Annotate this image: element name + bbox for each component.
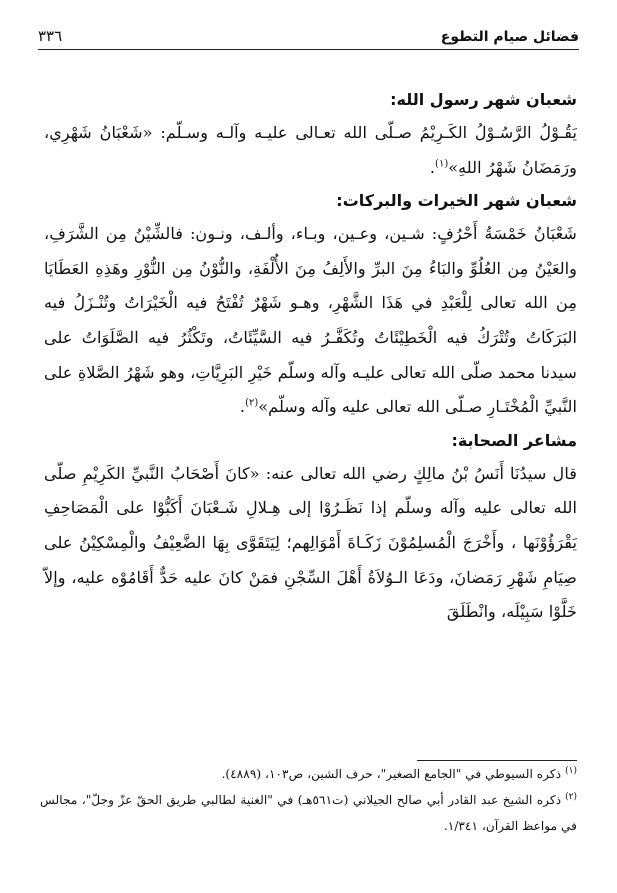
running-title: فضائل صيام التطوع bbox=[440, 29, 579, 45]
paragraph-text: يَقُـوْلُ الرَّسُـوْلُ الكَـرِيْمُ صـلّى الله تعـالى عليـه وآلـه وسـلّم: «شَعْبَانُ شَهْرِي، ورَمَضَانُ شَهْرُ اللهِ» bbox=[44, 123, 577, 177]
footnote bbox=[40, 761, 577, 787]
section-paragraph bbox=[44, 457, 577, 630]
section-paragraph bbox=[44, 116, 577, 185]
footnote-reference[interactable]: (١) bbox=[435, 158, 449, 170]
section-heading: مشاعر الصحابة: bbox=[451, 430, 577, 450]
main-text bbox=[44, 84, 577, 630]
section-paragraph bbox=[44, 217, 577, 425]
footnote-text: ذكره الشيخ عبد القادر أبي صالح الجيلاني (ت٥٦١هـ) في "الغنية لطالبي طريق الحقّ عزّ وجلّ"، مجالس في مواعظ القرآن، ١/٣٤١. bbox=[40, 793, 577, 833]
section-heading: شعبان شهر الخيرات والبركات: bbox=[336, 191, 577, 211]
paragraph-tail: . bbox=[429, 157, 436, 177]
section-heading: شعبان شهر رسول الله: bbox=[390, 90, 577, 109]
paragraph-text: شَعْبَانُ خَمْسَةُ أَحْرُفٍ: شـين، وعـين، وبـاء، وألـف، ونـون: فالشِّيْنُ مِن الشَّرَفِ، والعَيْنُ مِن العُلُوِّ والبَاءُ مِنَ البرِّ والأَلِفُ مِنَ الأُلْفَةِ، والنُّوْنُ مِن النُّوْرِ وهَذِهِ العَطَايَا مِن الله تعالى لِلْعَبْدِ في هَذَا الشَّهْرِ، وهـو شَهْرٌ تُفْتَحُ فيه الْخَيْرَاتُ وتُنْـزَلُ فيه البَرَكَاتُ وتُتْرَكُ فيه الْخَطِيْئَاتُ وتُكَفَّـرُ فيه السَّيِّئَاتُ، وتَكْثُرُ فيه الصَّلَوَاتُ على سيدنا محمد صلّى الله تعالى عليـه وآله وسلّم خَيْرِ البَرِيَّاتِ، وهو شَهْرُ الصَّلاةِ على النَّبيِّ الْمُخْتَـارِ صـلّى الله تعالى عليه وآله وسلّم» bbox=[44, 224, 577, 417]
paragraph-tail: . bbox=[239, 397, 246, 417]
page-header bbox=[38, 20, 579, 50]
footnote-text: ذكره السيوطي في "الجامع الصغير"، حرف الشين، ص١٠٣، (٤٨٨٩). bbox=[221, 767, 562, 781]
paragraph-text: قال سيدُنَا أَنَسُ بْنُ مالِكٍ رضي الله تعالى عنه: «كانَ أَصْحَابُ النَّبيِّ الكَرِيْمِ صلّى الله تعالى عليه وآله وسلّم إذا نَظَـرُوْا إلى هِـلالِ شَـعْبَانَ أَكَبُّوْا على الْمَصَاحِفِ يَقْرَؤُوْنَها ، وأَخْرَجَ الْمُسلِمُوْنَ زَكَـاةَ أَمْوَالِهم؛ لِيَتَقَوَّى بِهَا الضَّعِيْفُ والْمِسْكِيْنُ على صِيَامِ شَهْرِ رَمَضانَ، ودَعَا الـوُلاَةُ أَهْلَ السِّجْنِ فمَنْ كانَ عليه حَدٌّ أَقَامُوْه عليه، وإلاّ خَلَّوْا سَبِيْلَه، وانْطَلَقَ bbox=[44, 463, 577, 622]
footnote bbox=[40, 787, 577, 839]
footnote-reference[interactable]: (٢) bbox=[245, 397, 259, 409]
footnote-number: (٢) bbox=[565, 791, 578, 802]
page-number: ٣٣٦ bbox=[38, 27, 63, 45]
footnote-number: (١) bbox=[565, 765, 577, 776]
footnotes bbox=[40, 760, 577, 839]
